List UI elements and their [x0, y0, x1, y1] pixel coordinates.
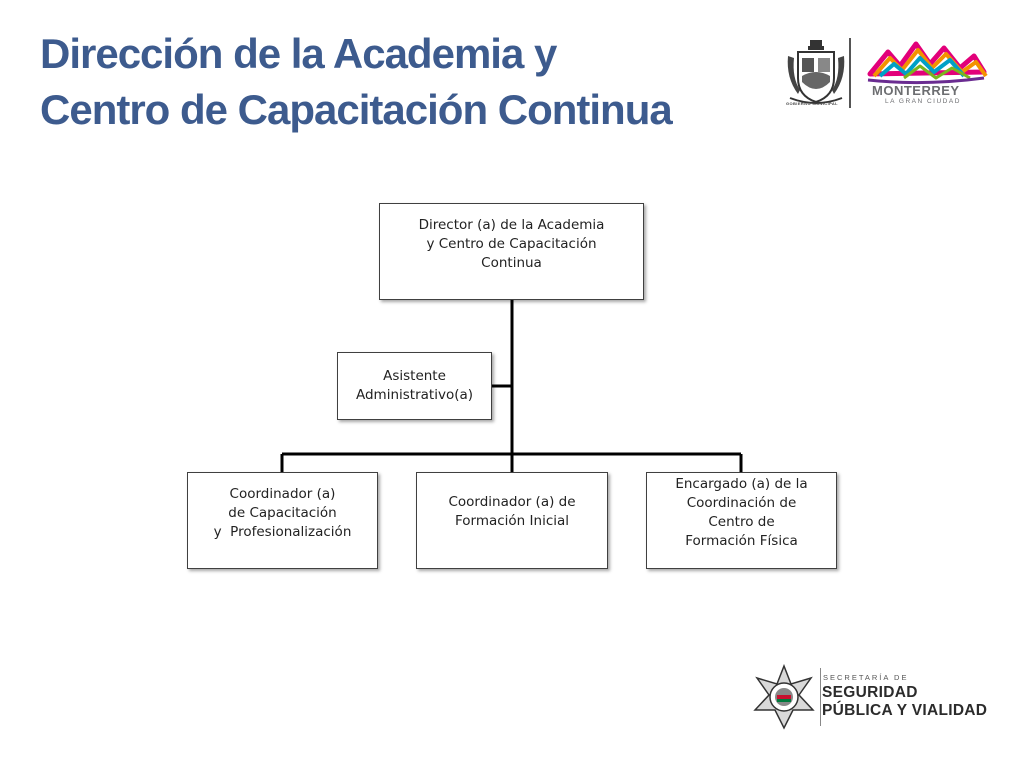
- sspv-prefix: SECRETARÍA DE: [823, 673, 909, 682]
- org-box-text: de Capacitación: [228, 505, 337, 521]
- org-box-coordinador-formacion: [416, 472, 608, 569]
- org-box-text: Centro de: [708, 514, 775, 530]
- org-box-text: Asistente: [383, 368, 446, 384]
- sspv-line-2: PÚBLICA Y VIALIDAD: [822, 702, 988, 719]
- org-box-encargado-fisica: [646, 472, 837, 569]
- org-box-text: y Centro de Capacitación: [426, 236, 597, 252]
- org-box-director: [379, 203, 644, 300]
- slide-title-line-1: Dirección de la Academia y: [40, 30, 557, 77]
- org-box-asistente: [337, 352, 492, 420]
- org-box-text: Coordinador (a): [229, 486, 336, 502]
- org-box-text: Continua: [481, 255, 542, 271]
- org-box-text: y Profesionalización: [213, 524, 352, 540]
- org-box-text: Coordinador (a) de: [448, 494, 576, 510]
- org-box-text: Encargado (a) de la: [675, 476, 808, 492]
- org-box-text: Coordinación de: [686, 495, 797, 511]
- police-star-badge-icon: [751, 664, 817, 730]
- slide-title-line-2: Centro de Capacitación Continua: [40, 86, 672, 133]
- sspv-line-1: SEGURIDAD: [822, 684, 918, 701]
- monterrey-wordmark: MONTERREY: [872, 83, 960, 98]
- org-box-text: Formación Inicial: [454, 513, 570, 529]
- org-box-text: Director (a) de la Academia: [418, 217, 605, 233]
- sspv-divider: [820, 668, 821, 726]
- org-box-text: Administrativo(a): [355, 387, 474, 403]
- org-box-text: Formación Física: [685, 533, 798, 549]
- org-box-coordinador-capacitacion: [187, 472, 378, 569]
- monterrey-tagline: LA GRAN CIUDAD: [885, 98, 961, 105]
- municipal-caption: GOBIERNO MUNICIPAL: [786, 101, 839, 106]
